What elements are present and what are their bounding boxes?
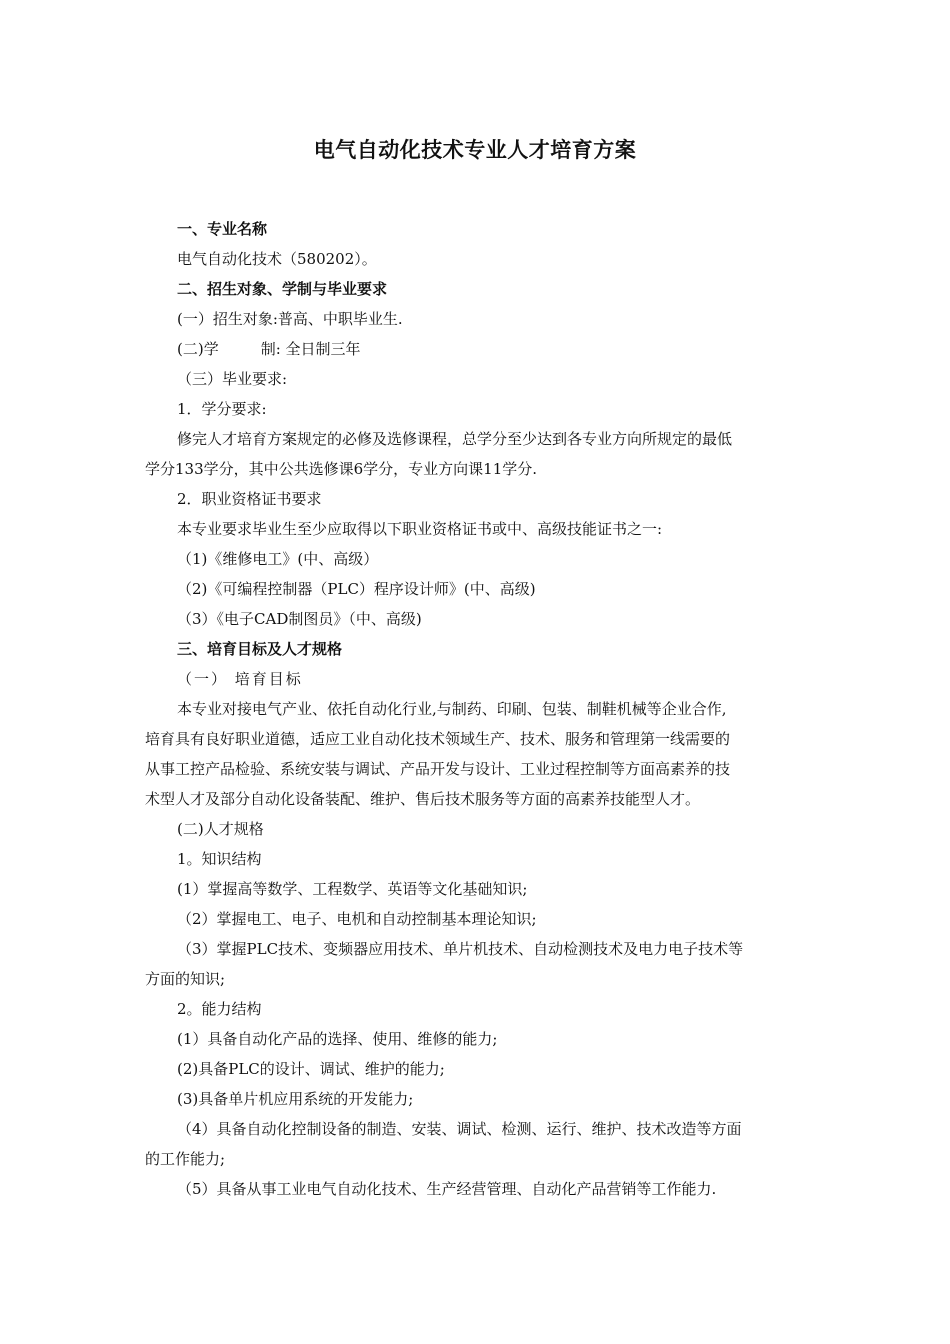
paragraph: 从事工控产品检验、系统安装与调试、产品开发与设计、工业过程控制等方面高素养的技 [145, 760, 731, 778]
list-item: （3）《电子CAD制图员》（中、高级) [177, 610, 422, 628]
label-xue: (二)学 [177, 340, 219, 358]
paragraph: 本专业要求毕业生至少应取得以下职业资格证书或中、高级技能证书之一: [177, 520, 663, 538]
subheading: (二)人才规格 [177, 820, 264, 838]
list-item: 的工作能力; [145, 1150, 226, 1168]
paragraph: 本专业对接电气产业、依托自动化行业,与制药、印刷、包装、制鞋机械等企业合作, [177, 700, 727, 718]
paragraph: 术型人才及部分自动化设备装配、维护、售后技术服务等方面的高素养技能型人才。 [145, 790, 701, 808]
paragraph [145, 334, 807, 364]
document-title: 电气自动化技术专业人才培育方案 [313, 138, 637, 162]
section-heading: 三、培育目标及人才规格 [177, 640, 343, 658]
list-item: （2)《可编程控制器（PLC）程序设计师》(中、高级) [177, 580, 536, 598]
section-heading: 二、招生对象、学制与毕业要求 [177, 280, 388, 298]
paragraph: 培育具有良好职业道德，适应工业自动化技术领域生产、技术、服务和管理第一线需要的 [145, 730, 731, 748]
list-item: （3）掌握PLC技术、变频器应用技术、单片机技术、自动检测技术及电力电子技术等 [177, 940, 744, 958]
paragraph: 修完人才培育方案规定的必修及选修课程，总学分至少达到各专业方向所规定的最低 [177, 430, 733, 448]
paragraph: 电气自动化技术（580202）。 [177, 250, 377, 268]
list-item: (2)具备PLC的设计、调试、维护的能力; [177, 1060, 445, 1078]
paragraph: 学分133学分，其中公共选修课6学分，专业方向课11学分. [145, 460, 538, 478]
subheading: 2．职业资格证书要求 [177, 490, 322, 508]
list-item: （4）具备自动化控制设备的制造、安装、调试、检测、运行、维护、技术改造等方面 [177, 1120, 742, 1138]
paragraph: (一）招生对象:普高、中职毕业生. [177, 310, 403, 328]
list-item: 方面的知识; [145, 970, 226, 988]
subheading: （三）毕业要求: [177, 370, 288, 388]
list-item: (3)具备单片机应用系统的开发能力; [177, 1090, 414, 1108]
section-heading: 一、专业名称 [177, 220, 268, 238]
list-item: （1)《维修电工》(中、高级） [177, 550, 379, 568]
subheading: 1．学分要求: [177, 400, 267, 418]
list-item: （5）具备从事工业电气自动化技术、生产经营管理、自动化产品营销等工作能力. [177, 1180, 717, 1198]
list-item: (1）具备自动化产品的选择、使用、维修的能力; [177, 1030, 498, 1048]
subheading: 1。知识结构 [177, 850, 262, 868]
list-item: （2）掌握电工、电子、电机和自动控制基本理论知识; [177, 910, 537, 928]
document-body [145, 214, 807, 1204]
subheading: （一） 培育目标 [177, 670, 303, 688]
subheading: 2。能力结构 [177, 1000, 262, 1018]
list-item: (1）掌握高等数学、工程数学、英语等文化基础知识; [177, 880, 528, 898]
label-zhi: 制: 全日制三年 [260, 340, 361, 358]
